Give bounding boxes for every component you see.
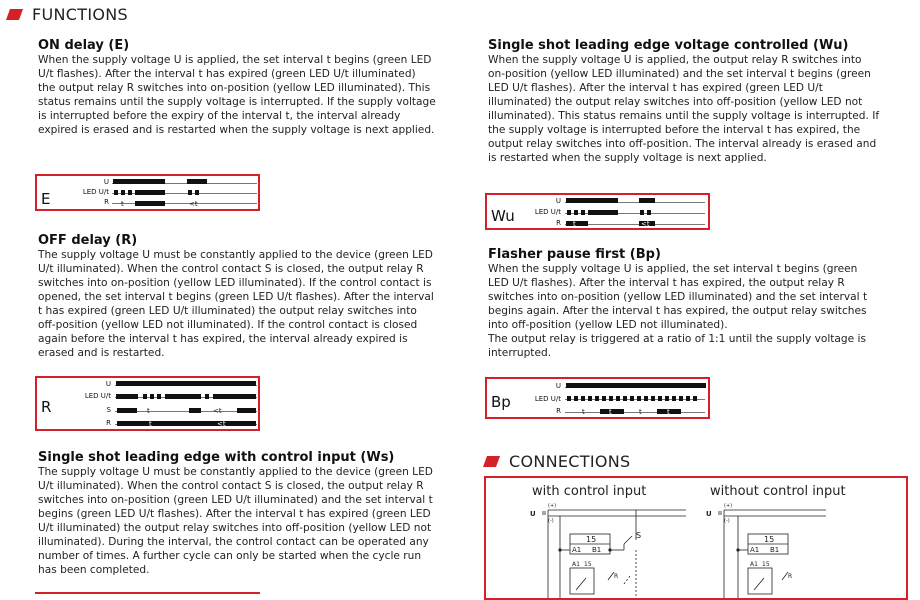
on-delay-section bbox=[38, 38, 436, 137]
wiring-diagram bbox=[486, 502, 906, 598]
bp-led-pulse bbox=[588, 396, 592, 401]
label-r: R bbox=[556, 407, 561, 415]
off-delay-title: OFF delay (R) bbox=[38, 233, 138, 248]
label-r: R bbox=[556, 219, 561, 227]
minus-left: (-) bbox=[548, 518, 554, 524]
label-led: LED U/t bbox=[84, 392, 111, 400]
bp-led-pulses bbox=[567, 396, 705, 401]
bp-text: When the supply voltage U is applied, the set interval t begins (green LED U/t flashes). After the interval t has expired, the output relay R switches into on-position (yellow LED illuminated) and the set interval t begins again. After the interval t has expired, the output relay switches into off-position (yellow LED not illuminated). bbox=[488, 263, 868, 331]
r-label-right: R bbox=[788, 573, 793, 580]
bp-led-pulse bbox=[672, 396, 676, 401]
bp-led-pulse bbox=[658, 396, 662, 401]
bp-led-pulse bbox=[651, 396, 655, 401]
mark-t-r: t bbox=[149, 420, 152, 428]
bp-diagram bbox=[485, 377, 710, 419]
bp-led-pulse bbox=[581, 396, 585, 401]
label-u: U bbox=[103, 178, 109, 186]
label-r: R bbox=[104, 198, 109, 206]
plus-right: (+) bbox=[724, 503, 733, 509]
bp-led-pulse bbox=[595, 396, 599, 401]
ws-text: The supply voltage U must be constantly applied to the device (green LED U/t illuminated). When the control contact S is closed, the output relay R switches into on-position (green LED U/t illuminated) and the set interval t begins (green LED U/t flashes). After the interval t has expired (green LED U/t illuminated) the output relay switches into off-position (yellow LED not illuminated). During the interval, the control contact can be operated any number of times. A further cycle can only be started when the cycle run has been completed. bbox=[38, 466, 433, 576]
diagram-code: Bp bbox=[491, 393, 511, 411]
label-led: LED U/t bbox=[534, 395, 561, 403]
label-led: LED U/t bbox=[82, 188, 109, 196]
ws-diagram-edge bbox=[35, 592, 260, 594]
label-u: U bbox=[555, 382, 561, 390]
section-marker-icon bbox=[483, 456, 500, 467]
mark-t-1: t bbox=[582, 408, 585, 416]
bp-led-pulse bbox=[567, 396, 571, 401]
pin15-right-2: 15 bbox=[762, 561, 770, 568]
diagram-code: Wu bbox=[491, 207, 515, 225]
without-control-input-title: without control input bbox=[710, 484, 846, 499]
u-label-left: U bbox=[530, 510, 536, 518]
mark-lt: <t bbox=[189, 200, 198, 208]
bp-led-pulse bbox=[630, 396, 634, 401]
mark-t-s: t bbox=[147, 407, 150, 415]
pinA1-left: A1 bbox=[572, 546, 582, 554]
r-label-left: R bbox=[614, 573, 619, 580]
bp-led-pulse bbox=[637, 396, 641, 401]
label-r: R bbox=[106, 419, 111, 427]
bp-led-pulse bbox=[665, 396, 669, 401]
pinA1-right: A1 bbox=[750, 546, 760, 554]
off-delay-section bbox=[38, 233, 436, 360]
pinB1-left: B1 bbox=[592, 546, 602, 554]
label-u: U bbox=[105, 380, 111, 388]
on-delay-diagram bbox=[35, 174, 260, 211]
mark-t-3: t bbox=[639, 408, 642, 416]
u-label-right: U bbox=[706, 510, 712, 518]
ws-section bbox=[38, 450, 436, 577]
label-s: S bbox=[106, 406, 111, 414]
plus-left: (+) bbox=[548, 503, 557, 509]
mark-t: t bbox=[121, 200, 124, 208]
label-u: U bbox=[555, 197, 561, 205]
pin15-right: 15 bbox=[764, 535, 775, 544]
bp-title: Flasher pause first (Bp) bbox=[488, 247, 661, 262]
bp-led-pulse bbox=[679, 396, 683, 401]
wu-title: Single shot leading edge voltage controlled (Wu) bbox=[488, 38, 849, 53]
pin15-left: 15 bbox=[586, 535, 597, 544]
off-delay-text: The supply voltage U must be constantly applied to the device (green LED U/t illuminated). When the control contact S is closed, the output relay R switches into on-position (yellow LED illuminated). If the control contact is opened, the set interval t begins (green LED U/t flashes). After the interval t has expired (green LED U/t illuminated) the output relay switches into off-position (yellow LED not illuminated). If the control contact is closed again before the interval t has expired, the interval already expired is erased and is restarted. bbox=[38, 249, 434, 359]
bp-led-pulse bbox=[609, 396, 613, 401]
bp-text-2: The output relay is triggered at a ratio of 1:1 until the supply voltage is interrupted. bbox=[488, 333, 866, 359]
off-delay-diagram bbox=[35, 376, 260, 431]
bp-led-pulse bbox=[644, 396, 648, 401]
bp-section bbox=[488, 247, 880, 360]
bp-led-pulse bbox=[602, 396, 606, 401]
bp-led-pulse bbox=[686, 396, 690, 401]
connections-heading-text: CONNECTIONS bbox=[509, 452, 631, 471]
bp-led-pulse bbox=[623, 396, 627, 401]
mark-t-4: t bbox=[667, 408, 670, 416]
diagram-code: E bbox=[41, 190, 51, 208]
mark-lt-s: <t bbox=[213, 407, 222, 415]
section-marker-icon bbox=[6, 9, 23, 20]
mark-t-2: t bbox=[609, 408, 612, 416]
pin15-left-2: 15 bbox=[584, 561, 592, 568]
ws-title: Single shot leading edge with control input (Ws) bbox=[38, 450, 395, 465]
pinB1-right: B1 bbox=[770, 546, 780, 554]
label-led: LED U/t bbox=[534, 208, 561, 216]
diagram-code: R bbox=[41, 398, 52, 416]
s-label: S bbox=[636, 531, 642, 540]
pinA1-left-2: A1 bbox=[572, 561, 580, 568]
connections-box bbox=[484, 476, 908, 600]
bp-led-pulse bbox=[693, 396, 697, 401]
wu-diagram bbox=[485, 193, 710, 230]
on-delay-title: ON delay (E) bbox=[38, 38, 130, 53]
pinA1-right-2: A1 bbox=[750, 561, 758, 568]
bp-led-pulse bbox=[616, 396, 620, 401]
minus-right: (-) bbox=[724, 518, 730, 524]
mark-t: t bbox=[573, 220, 576, 228]
bp-led-pulse bbox=[574, 396, 578, 401]
mark-lt-r: <t bbox=[217, 420, 226, 428]
with-control-input-title: with control input bbox=[532, 484, 647, 499]
connections-heading bbox=[485, 452, 631, 471]
functions-heading bbox=[8, 5, 128, 24]
wu-section bbox=[488, 38, 880, 165]
on-delay-text: When the supply voltage U is applied, the set interval t begins (green LED U/t flashes). After the interval t has expired (green LED U/t illuminated) the output relay R switches into on-position (yellow LED illuminated). This status remains until the supply voltage is interrupted. If the supply voltage is interrupted before the expiry of the interval t, the interval already expired is erased and is restarted when the supply voltage is next applied. bbox=[38, 54, 436, 136]
functions-heading-text: FUNCTIONS bbox=[32, 5, 128, 24]
mark-lt: <t bbox=[641, 220, 650, 228]
wu-text: When the supply voltage U is applied, the output relay R switches into on-position (yellow LED illuminated) and the set interval t begins (green LED U/t flashes). After the interval t has expired (green LED U/t illuminated) the output relay switches into off-position (yellow LED not illuminated). This status remains until the supply voltage is interrupted. If the supply voltage is interrupted before the interval t has expired, the output relay switches into off-position. The interval already is erased and is restarted when the supply voltage is next applied. bbox=[488, 54, 880, 164]
